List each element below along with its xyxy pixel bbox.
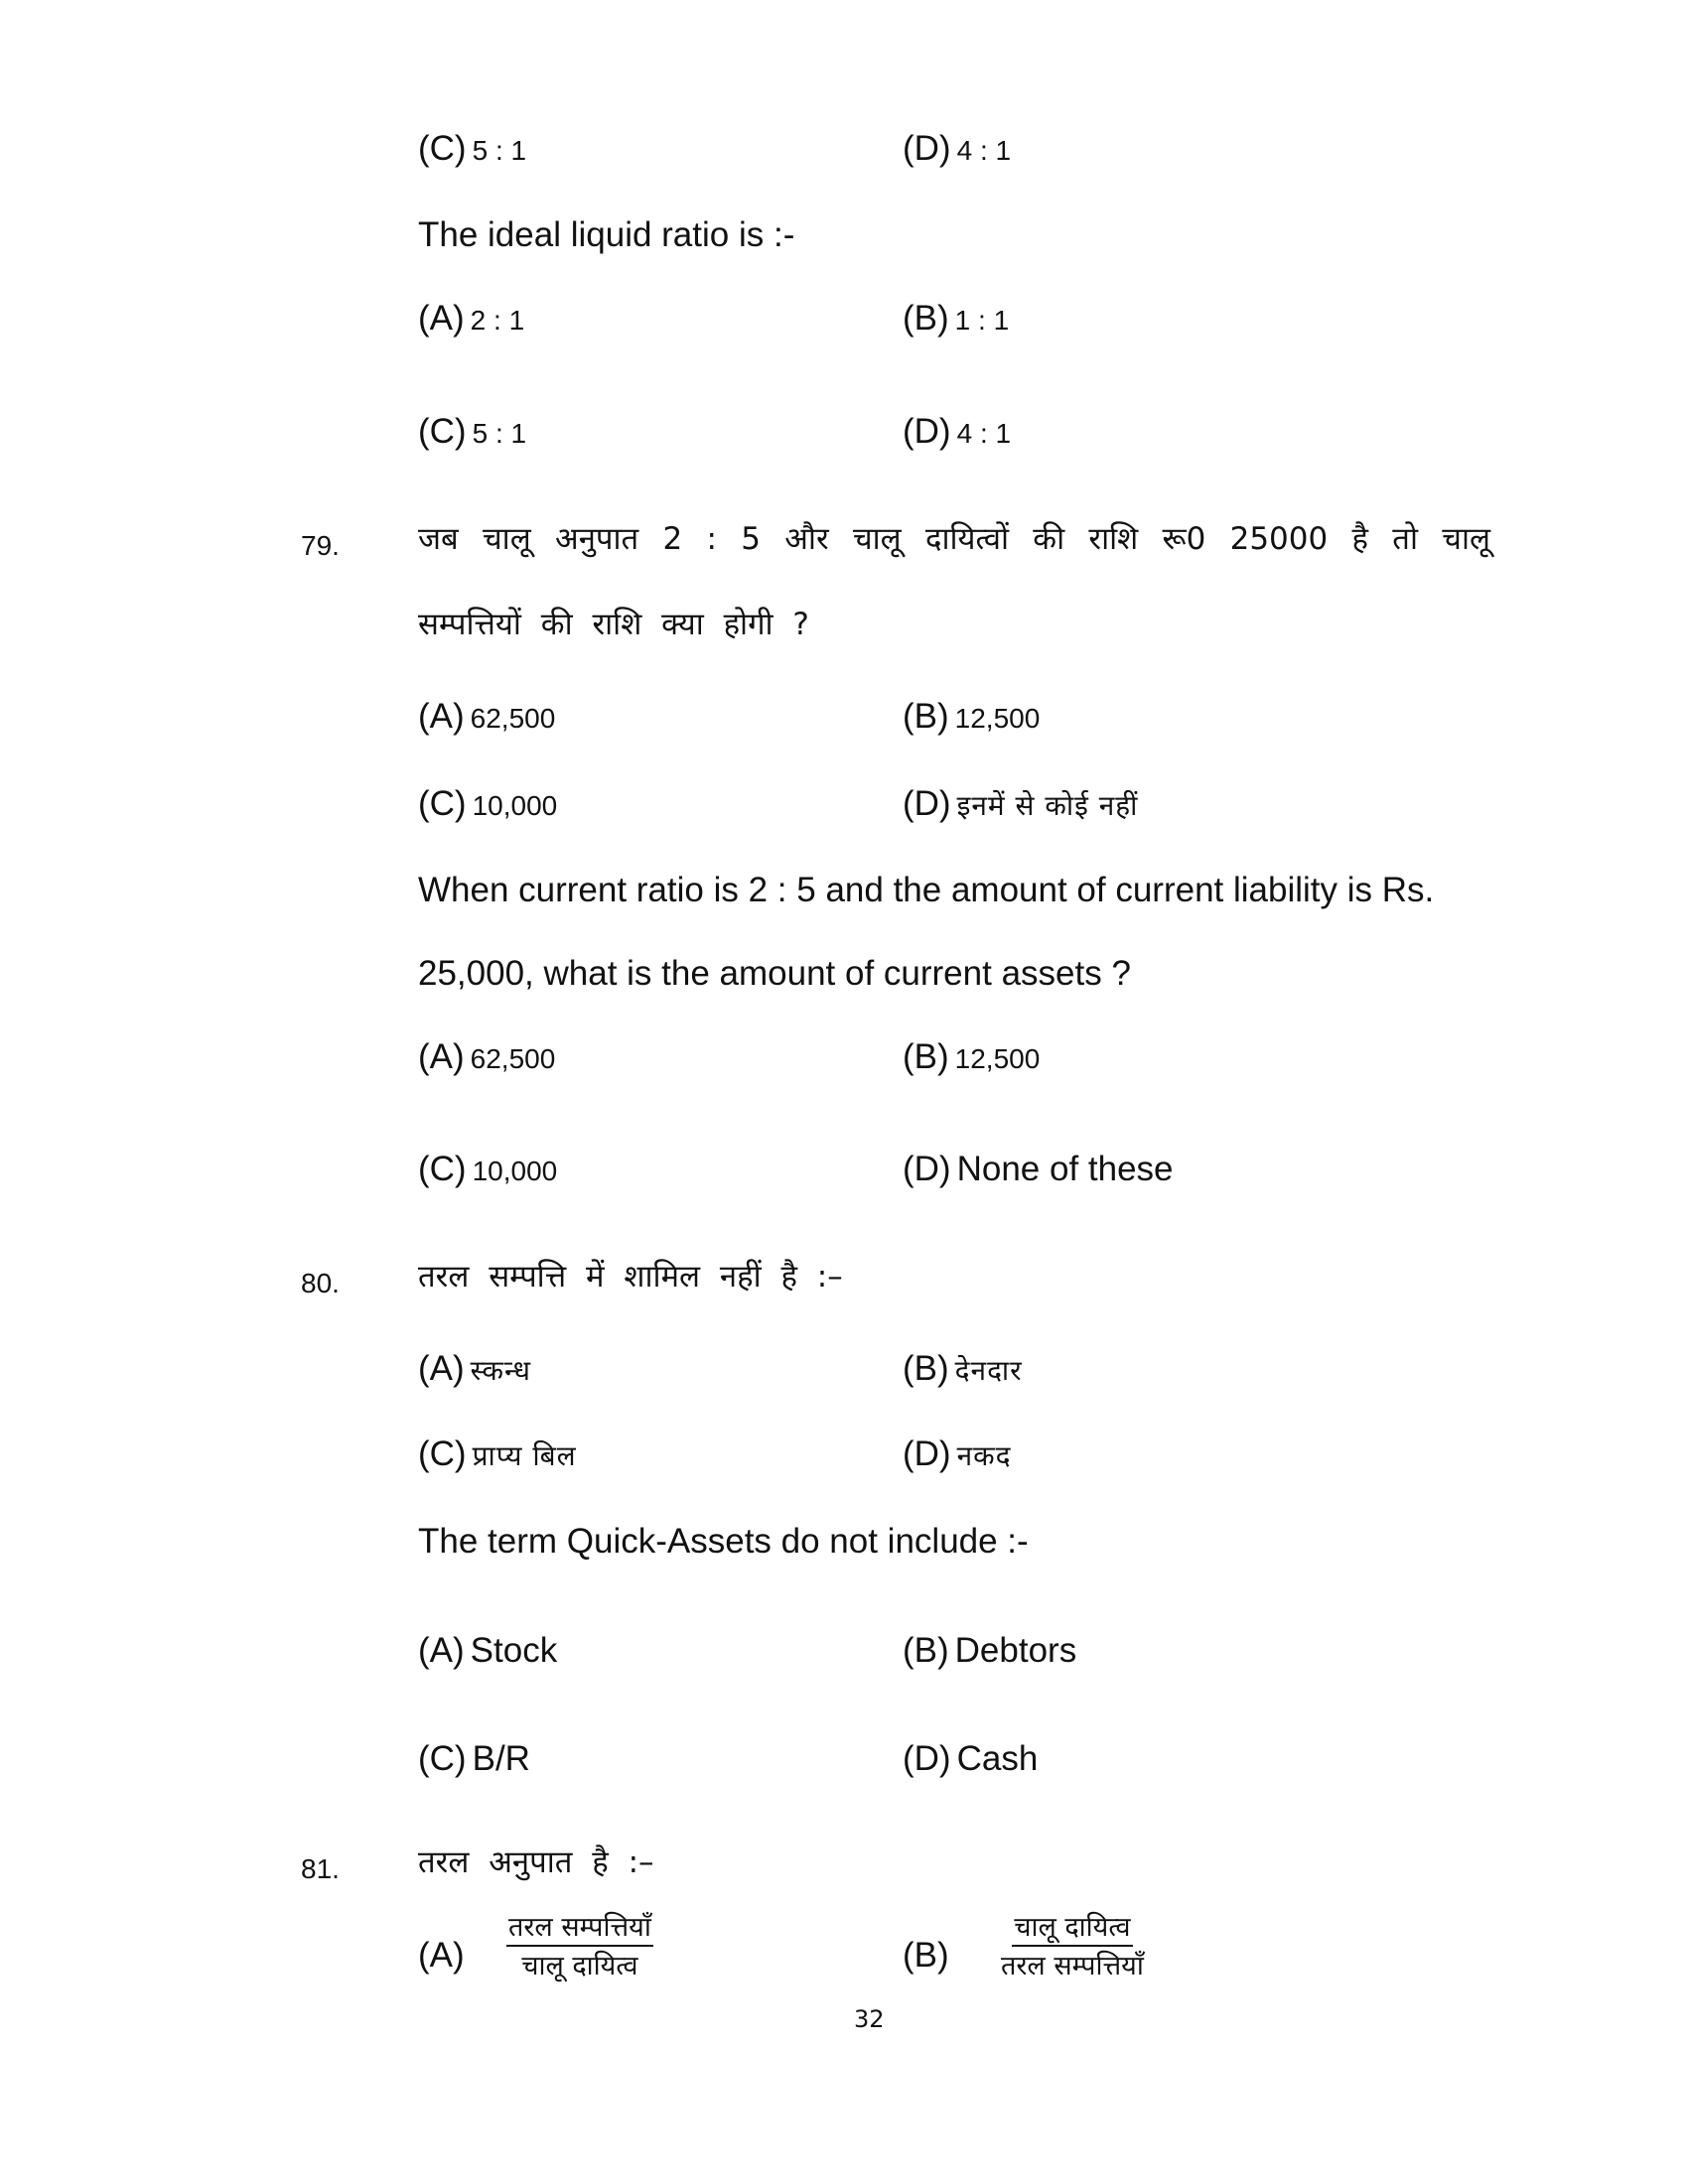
option-label: (C) xyxy=(418,412,467,451)
question-text-en-cont: 25,000, what is the amount of current assets ? xyxy=(418,954,1131,993)
option-c-top xyxy=(418,131,526,166)
option-a-en xyxy=(418,1039,555,1074)
option-value: None of these xyxy=(956,1150,1174,1188)
option-label: (A) xyxy=(418,697,465,736)
fraction-current-liabilities-over-liquid-assets xyxy=(1001,1914,1144,1979)
option-value: 5 : 1 xyxy=(472,418,527,449)
question-text-en: The term Quick-Assets do not include :- xyxy=(418,1522,1029,1561)
question-number: 79. xyxy=(301,530,340,561)
option-a-fraction xyxy=(418,1938,465,1973)
option-label: (C) xyxy=(418,129,467,168)
question-text-hi: जब चालू अनुपात 2 : 5 और चालू दायित्वों की राशि रू0 25000 है तो चालू xyxy=(418,521,1490,557)
option-value: प्राप्य बिल xyxy=(472,1439,577,1472)
page-number: 32 xyxy=(854,2005,885,2033)
question-text-hi-cont: सम्पत्तियों की राशि क्या होगी ? xyxy=(418,607,809,642)
option-b-en xyxy=(903,1039,1040,1074)
option-d-top xyxy=(903,131,1011,166)
option-label: (D) xyxy=(903,1434,951,1473)
option-b-fraction xyxy=(903,1938,949,1973)
option-label: (B) xyxy=(903,299,949,338)
option-value: 62,500 xyxy=(470,703,556,734)
option-value: 5 : 1 xyxy=(472,135,527,166)
question-text-en: The ideal liquid ratio is :- xyxy=(418,215,795,254)
option-label: (B) xyxy=(903,697,949,736)
option-value: 10,000 xyxy=(472,1156,558,1186)
option-a-hi xyxy=(418,699,555,734)
fraction-denominator: तरल सम्पत्तियाँ xyxy=(1001,1951,1144,1981)
option-value: देनदार xyxy=(954,1354,1023,1387)
option-c-hi xyxy=(418,1436,577,1471)
option-value: 10,000 xyxy=(472,790,558,821)
option-label: (A) xyxy=(418,299,465,338)
option-d-hi xyxy=(903,1436,1012,1471)
option-a xyxy=(418,301,524,336)
question-text-en: When current ratio is 2 : 5 and the amount of current liability is Rs. xyxy=(418,871,1435,909)
option-label: (C) xyxy=(418,1434,467,1473)
option-label: (D) xyxy=(903,129,951,168)
option-label: (A) xyxy=(418,1349,465,1388)
question-text-hi: तरल अनुपात है :– xyxy=(418,1844,654,1880)
option-d-en xyxy=(903,1741,1038,1776)
option-value: Stock xyxy=(470,1631,558,1670)
option-c-hi xyxy=(418,786,557,821)
option-b-hi xyxy=(903,699,1040,734)
option-label: (D) xyxy=(903,412,951,451)
question-number: 81. xyxy=(301,1853,340,1884)
option-value: Debtors xyxy=(954,1631,1077,1670)
question-number: 80. xyxy=(301,1268,340,1298)
option-value: 12,500 xyxy=(954,703,1041,734)
fraction-numerator: चालू दायित्व xyxy=(1012,1914,1132,1947)
question-text-hi: तरल सम्पत्ति में शामिल नहीं है :– xyxy=(418,1259,843,1295)
option-value: 2 : 1 xyxy=(470,305,525,336)
option-a-en xyxy=(418,1633,557,1668)
option-value: 4 : 1 xyxy=(956,135,1012,166)
option-label: (D) xyxy=(903,1739,951,1778)
option-d xyxy=(903,414,1011,449)
option-value: स्कन्ध xyxy=(470,1354,532,1387)
option-d-en xyxy=(903,1152,1174,1186)
option-label: (A) xyxy=(418,1631,465,1670)
option-label: (C) xyxy=(418,784,467,823)
option-value: इनमें से कोई नहीं xyxy=(956,789,1139,822)
option-label: (C) xyxy=(418,1739,467,1778)
option-label: (D) xyxy=(903,784,951,823)
option-b-en xyxy=(903,1633,1076,1668)
option-a-hi xyxy=(418,1351,531,1386)
option-value: 1 : 1 xyxy=(954,305,1010,336)
option-value: Cash xyxy=(956,1739,1039,1778)
option-value: नकद xyxy=(956,1439,1012,1472)
option-label: (B) xyxy=(903,1631,949,1670)
option-c-en xyxy=(418,1152,557,1186)
option-label: (A) xyxy=(418,1037,465,1076)
option-label: (A) xyxy=(418,1936,465,1975)
fraction-denominator: चालू दायित्व xyxy=(521,1951,638,1981)
option-b xyxy=(903,301,1009,336)
option-label: (B) xyxy=(903,1936,949,1975)
option-label: (D) xyxy=(903,1150,951,1188)
option-c xyxy=(418,414,526,449)
option-value: 62,500 xyxy=(470,1043,556,1074)
option-b-hi xyxy=(903,1351,1023,1386)
option-value: 4 : 1 xyxy=(956,418,1012,449)
option-label: (B) xyxy=(903,1349,949,1388)
option-d-hi xyxy=(903,786,1138,821)
option-label: (B) xyxy=(903,1037,949,1076)
option-c-en xyxy=(418,1741,530,1776)
option-value: 12,500 xyxy=(954,1043,1041,1074)
fraction-numerator: तरल सम्पत्तियाँ xyxy=(506,1914,653,1947)
fraction-liquid-assets-over-current-liabilities xyxy=(506,1914,653,1979)
option-value: B/R xyxy=(472,1739,530,1778)
option-label: (C) xyxy=(418,1150,467,1188)
